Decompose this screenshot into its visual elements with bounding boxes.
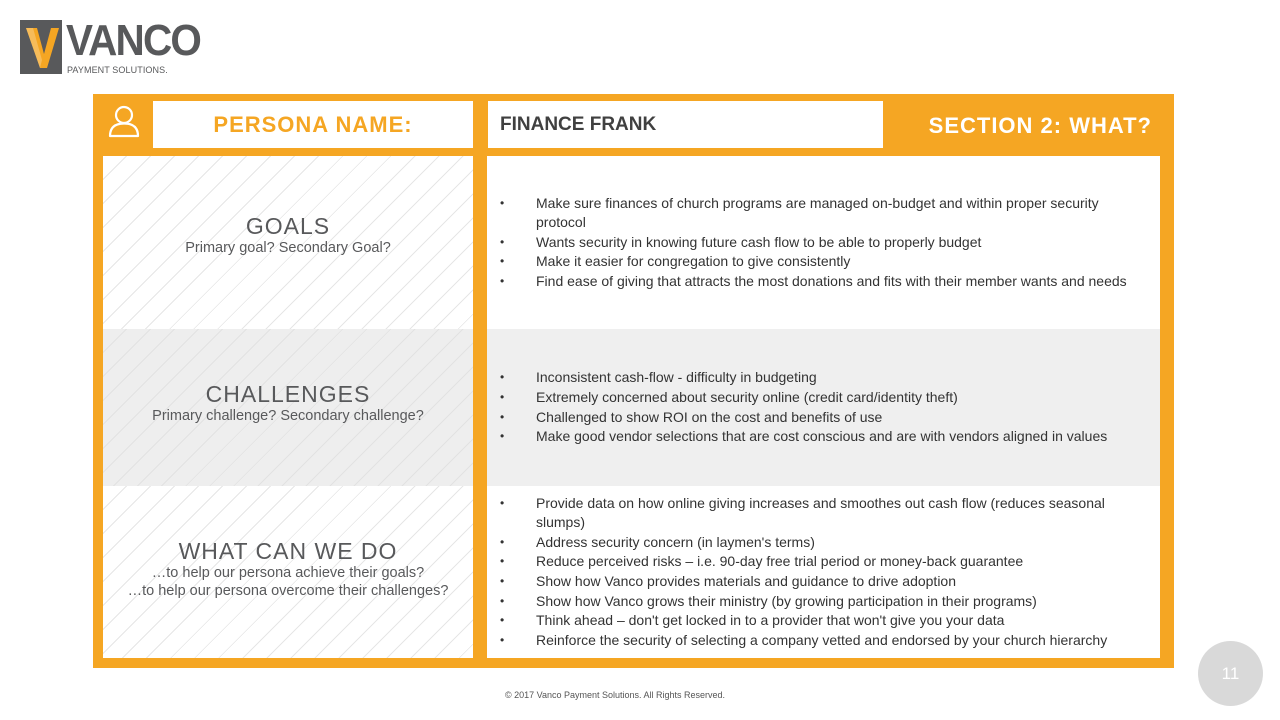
bullet-item: • Show how Vanco grows their ministry (by growing participation in their programs) [487,592,1160,612]
bullet-item: • Address security concern (in laymen's terms) [487,533,1160,553]
what-can-we-do-content-panel [487,486,1160,658]
goals-subtitle: Primary goal? Secondary Goal? [185,239,391,256]
persona-card [93,94,1174,668]
challenges-subtitle: Primary challenge? Secondary challenge? [152,407,424,424]
what-can-we-do-subtitle-2: …to help our persona overcome their challenges? [127,582,449,599]
what-can-we-do-title: WHAT CAN WE DO [178,537,398,564]
what-can-we-do-list [487,494,1160,651]
bullet-item: • Inconsistent cash-flow - difficulty in budgeting [487,368,1160,388]
challenges-list [487,368,1160,446]
vanco-logo [20,16,200,78]
bullet-item: • Wants security in knowing future cash flow to be able to properly budget [487,233,1160,253]
bullet-item: • Extremely concerned about security online (credit card/identity theft) [487,388,1160,408]
what-can-we-do-subtitle-1: …to help our persona achieve their goals? [151,564,425,581]
logo-wordmark: VANCO [66,16,200,65]
bullet-item: • Reinforce the security of selecting a company vetted and endorsed by your church hierarchy [487,631,1160,651]
goals-list [487,194,1160,292]
bullet-item: • Make sure finances of church programs are managed on-budget and within proper security protocol [487,194,1160,233]
persona-name-value: FINANCE FRANK [500,113,657,135]
challenges-title: CHALLENGES [205,380,371,407]
what-can-we-do-label-panel [103,486,473,658]
challenges-content-panel [487,329,1160,486]
logo-tagline: PAYMENT SOLUTIONS. [67,65,168,75]
persona-name-box [488,101,883,148]
vanco-logo-mark-icon [20,20,62,74]
section-labels-column [103,156,473,658]
section-content-column [487,156,1160,658]
bullet-item: • Make it easier for congregation to give consistently [487,252,1160,272]
section-title: SECTION 2: WHAT? [928,113,1152,138]
bullet-item: • Reduce perceived risks – i.e. 90-day free trial period or money-back guarantee [487,552,1160,572]
bullet-item: • Think ahead – don't get locked in to a provider that won't give you your data [487,611,1160,631]
bullet-item: • Find ease of giving that attracts the most donations and fits with their member wants and needs [487,272,1160,292]
page-number-badge: 11 [1198,641,1263,706]
persona-label-box [153,101,473,148]
bullet-item: • Make good vendor selections that are cost conscious and are with vendors aligned in values [487,427,1160,447]
goals-title: GOALS [245,212,331,239]
persona-name-label: PERSONA NAME: [213,111,413,137]
goals-content-panel [487,156,1160,329]
copyright-footer: © 2017 Vanco Payment Solutions. All Rights Reserved. [504,690,726,700]
goals-label-panel [103,156,473,329]
challenges-label-panel [103,329,473,486]
bullet-item: • Show how Vanco provides materials and guidance to drive adoption [487,572,1160,592]
person-icon [107,104,141,138]
bullet-item: • Challenged to show ROI on the cost and benefits of use [487,408,1160,428]
bullet-item: • Provide data on how online giving increases and smoothes out cash flow (reduces seasonal slumps) [487,494,1160,533]
